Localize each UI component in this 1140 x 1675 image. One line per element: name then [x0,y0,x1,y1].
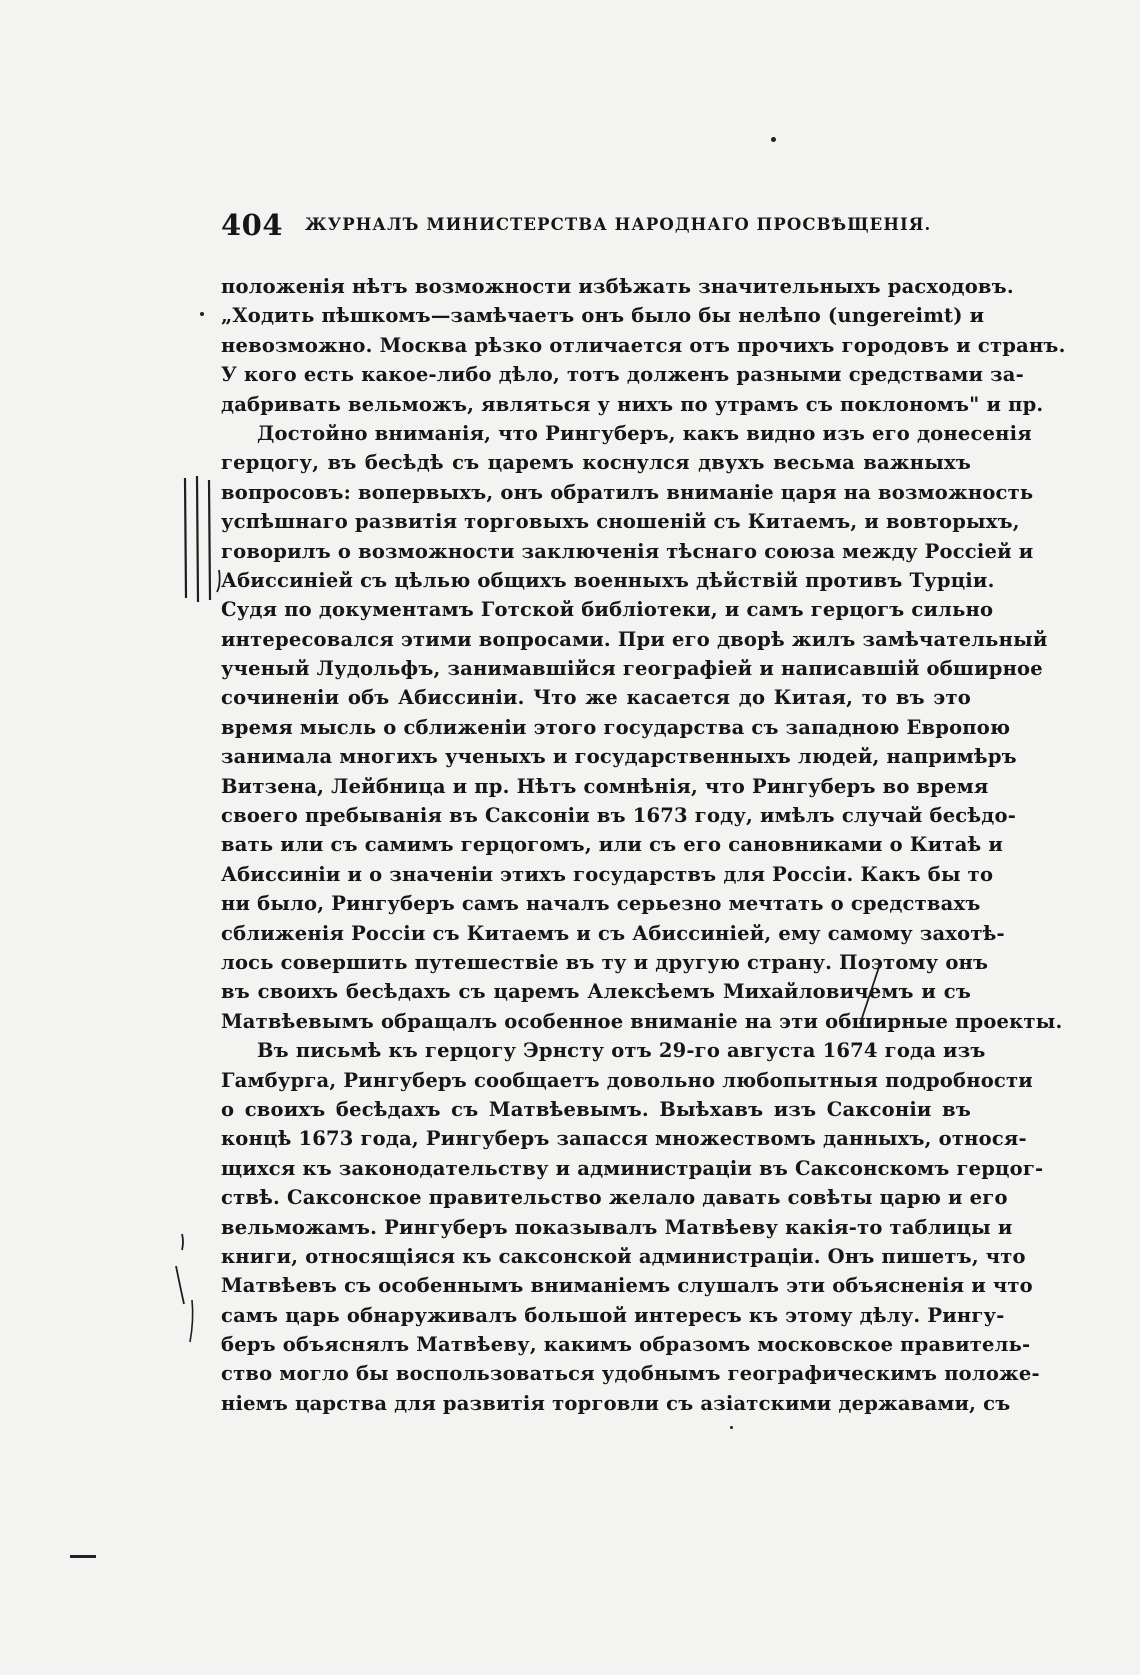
text-line: ствѣ. Саксонское правительство желало давать совѣты царю и его [221,1186,1008,1210]
text-line: вельможамъ. Рингуберъ показывалъ Матвѣеву какія-то таблицы и [221,1215,1013,1239]
margin-bracket-mark [170,1230,210,1350]
text-line: сочиненіи объ Абиссиніи. Что же касается до Китая, то въ это [221,686,971,710]
text-line: вать или съ самимъ герцогомъ, или съ его сановниками о Китаѣ и [221,833,1004,857]
text-line: своего пребыванія въ Саксоніи въ 1673 году, имѣлъ случай бесѣдо- [221,804,1016,828]
running-title: ЖУРНАЛЪ МИНИСТЕРСТВА НАРОДНАГО ПРОСВѢЩЕНІЯ. [305,215,932,234]
text-line: Матвѣевымъ обращалъ особенное вниманіе на эти обширные проекты. [221,1009,1063,1033]
text-line: ни было, Рингуберъ самъ началъ серьезно мечтать о средствахъ [221,892,981,916]
text-line: „Ходить пѣшкомъ—замѣчаетъ онъ было бы нелѣпо (ungereimt) и [221,304,985,328]
text-line: время мысль о сближеніи этого государства съ западною Европою [221,715,1011,739]
bottom-dot [730,1426,733,1429]
text-line: въ своихъ бесѣдахъ съ царемъ Алексѣемъ Михайловичемъ и съ [221,980,971,1004]
text-line: лось совершить путешествіе въ ту и другую страну. Поэтому онъ [221,950,989,974]
page-number: 404 [221,208,284,242]
text-line: Абиссиніи и о значеніи этихъ государствъ для Россіи. Какъ бы то [221,862,994,886]
text-line: Гамбурга, Рингуберъ сообщаетъ довольно любопытныя подробности [221,1068,1033,1092]
text-line: У кого есть какое-либо дѣло, тотъ долженъ разными средствами за- [221,363,1024,387]
text-line: концѣ 1673 года, Рингуберъ запасся множествомъ данныхъ, относя- [221,1127,1027,1151]
text-line: Въ письмѣ къ герцогу Эрнсту отъ 29-го августа 1674 года изъ [257,1039,986,1063]
text-line: дабривать вельможъ, являться у нихъ по утрамъ съ поклономъ" и пр. [221,392,1044,416]
text-line: положенія нѣтъ возможности избѣжать значительныхъ расходовъ. [221,275,1014,298]
text-line: ученый Лудольфъ, занимавшійся географіей и написавшій обширное [221,657,1043,681]
margin-dot [200,312,204,316]
text-line: щихся къ законодательству и администраціи въ Саксонскомъ герцог- [221,1156,1044,1180]
page-header [221,208,971,248]
text-line: самъ царь обнаруживалъ большой интересъ къ этому дѣлу. Рингу- [221,1303,1005,1327]
text-line: успѣшнаго развитія торговыхъ сношеній съ Китаемъ, и вовторыхъ, [221,510,1020,534]
ink-dot-top [771,137,776,142]
text-line: вопросовъ: вопервыхъ, онъ обратилъ вниманіе царя на возможность [221,480,1034,504]
text-line: ніемъ царства для развитія торговли съ азіатскими державами, съ [221,1391,1011,1415]
text-line: ство могло бы воспользоваться удобнымъ географическимъ положе- [221,1362,1040,1386]
text-line: сближенія Россіи съ Китаемъ и съ Абиссиніей, ему самому захотѣ- [221,921,1005,945]
bottom-rule-mark [70,1555,96,1558]
text-line: герцогу, въ бесѣдѣ съ царемъ коснулся двухъ весьма важныхъ [221,451,971,475]
text-line: интересовался этими вопросами. При его дворѣ жилъ замѣчательный [221,627,1048,651]
text-line: Матвѣевъ съ особеннымъ вниманіемъ слушалъ эти объясненія и что [221,1274,1033,1298]
margin-lines-mark [175,470,235,610]
text-line: о своихъ бесѣдахъ съ Матвѣевымъ. Выѣхавъ изъ Саксоніи въ [221,1097,971,1121]
text-line: Достойно вниманія, что Рингуберъ, какъ видно изъ его донесенія [257,421,1032,445]
text-line: занимала многихъ ученыхъ и государственныхъ людей, напримѣръ [221,745,1017,769]
text-line: книги, относящіяся къ саксонской администраціи. Онъ пишетъ, что [221,1244,1026,1268]
handwritten-slash-mark [850,960,890,1030]
text-line: говорилъ о возможности заключенія тѣснаго союза между Россіей и [221,539,1034,563]
text-line: невозможно. Москва рѣзко отличается отъ прочихъ городовъ и странъ. [221,333,1066,357]
text-line: Абиссиніей съ цѣлью общихъ военныхъ дѣйствій противъ Турціи. [221,568,995,592]
text-line: Судя по документамъ Готской библіотеки, и самъ герцогъ сильно [221,598,994,622]
text-line: беръ объяснялъ Матвѣеву, какимъ образомъ московское правитель- [221,1333,1031,1357]
body-text [221,272,1066,1418]
text-line: Витзена, Лейбница и пр. Нѣтъ сомнѣнія, что Рингуберъ во время [221,774,989,798]
